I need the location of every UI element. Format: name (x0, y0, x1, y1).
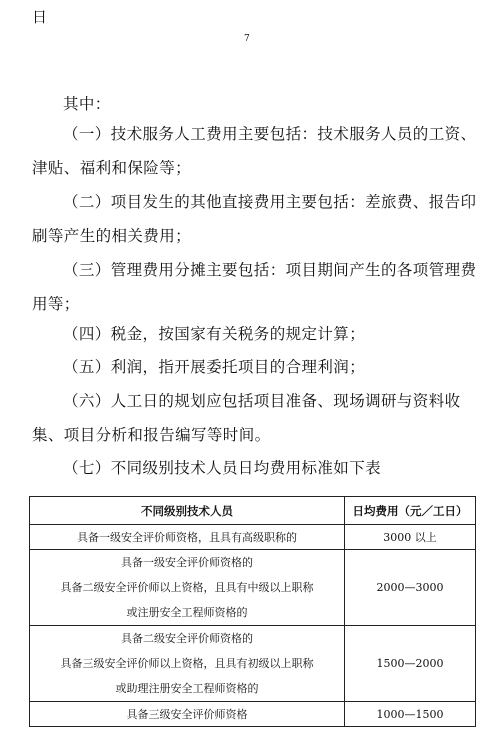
item-1: （一）技术服务人工费用主要包括：技术服务人员的工资、津贴、福利和保险等； (32, 125, 477, 177)
table-row (30, 626, 476, 702)
row-fee: 2000—3000 (345, 550, 476, 626)
row-fee: 1500—2000 (345, 626, 476, 702)
table-row (30, 550, 476, 626)
row-personnel-line: 具备二级安全评价师以上资格，且具有中级以上职称 (60, 581, 314, 594)
row-personnel: 具备一级安全评价师资格，且具有高级职称的 (30, 525, 345, 550)
item-5: （五）利润，指开展委托项目的合理利润； (63, 358, 366, 376)
page-top-fragment: 日 (32, 8, 48, 26)
item-6: （六）人工日的规划应包括项目准备、现场调研与资料收集、项目分析和报告编写等时间。 (32, 392, 461, 444)
row-personnel: 具备三级安全评价师资格 (30, 702, 345, 727)
item-2: （二）项目发生的其他直接费用主要包括：差旅费、报告印刷等产生的相关费用； (32, 193, 477, 245)
row-personnel-line: 具备一级安全评价师资格的 (121, 556, 253, 569)
item-3: （三）管理费用分摊主要包括：项目期间产生的各项管理费用等； (32, 261, 477, 313)
row-personnel-line: 具备二级安全评价师资格的 (121, 632, 253, 645)
table-header-row (30, 497, 476, 525)
header-daily-fee: 日均费用（元／工日） (345, 497, 476, 525)
table-row (30, 525, 476, 550)
fee-standard-table (29, 496, 476, 727)
row-personnel (30, 550, 345, 626)
row-fee: 1000—1500 (345, 702, 476, 727)
row-personnel-line: 或注册安全工程师资格的 (126, 606, 248, 619)
row-personnel-line: 具备三级安全评价师以上资格，且具有初级以上职称 (60, 657, 314, 670)
header-personnel: 不同级别技术人员 (30, 497, 345, 525)
table-row (30, 702, 476, 727)
row-personnel (30, 626, 345, 702)
item-7: （七）不同级别技术人员日均费用标准如下表 (63, 459, 382, 477)
page-number: 7 (244, 34, 250, 44)
intro-text: 其中： (63, 95, 111, 113)
row-personnel-line: 或助理注册安全工程师资格的 (115, 682, 259, 695)
item-4: （四）税金，按国家有关税务的规定计算； (63, 325, 366, 343)
row-fee: 3000 以上 (345, 525, 476, 550)
